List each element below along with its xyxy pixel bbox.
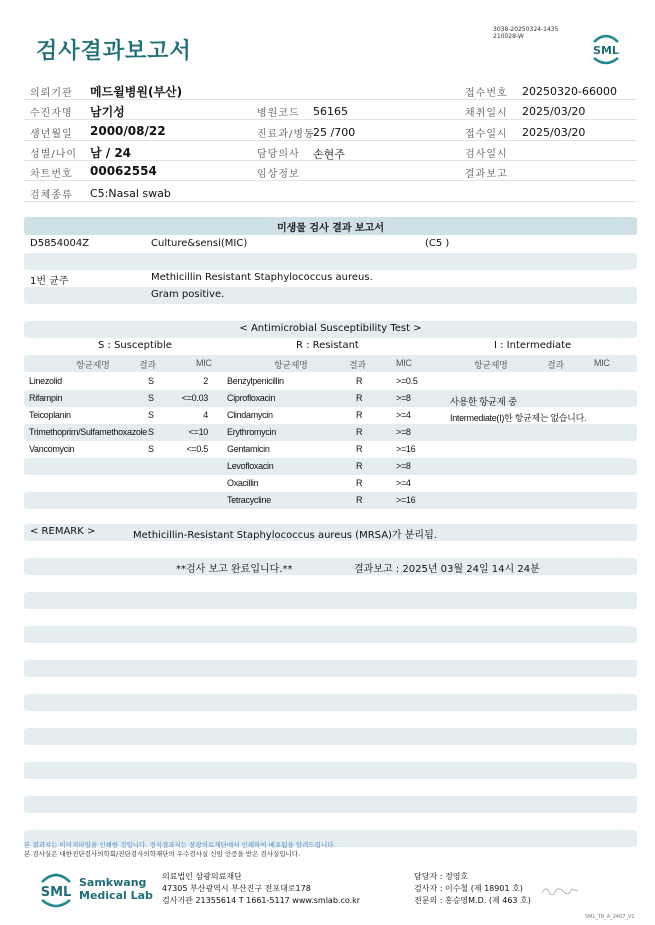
- field-label: 채취일시: [465, 108, 508, 120]
- field-value: 2000/08/22: [90, 123, 166, 138]
- field-label: 담당의사: [257, 148, 300, 160]
- drug-name: Benzylpenicillin: [227, 375, 284, 386]
- drug-name: Gentamicin: [227, 443, 270, 454]
- ast-row: [24, 390, 637, 407]
- patient-row: [24, 141, 637, 161]
- drug-name: Levofloxacin: [227, 460, 274, 471]
- field-label: 검사일시: [465, 148, 508, 160]
- patient-row: [24, 100, 637, 120]
- mic: >=4: [396, 477, 411, 488]
- field-label: 접수일시: [465, 128, 508, 140]
- empty-row: [24, 253, 637, 270]
- mic: >=8: [396, 426, 411, 437]
- micro-section-header: 미생물 검사 결과 보고서: [24, 217, 637, 235]
- drug-name: Tetracycline: [227, 494, 271, 505]
- patient-row: [24, 182, 637, 202]
- lab-name: Samkwang Medical Lab: [79, 876, 153, 902]
- image-print-notice: 본 결과지는 이미지파일을 인쇄한 것입니다. 정식결과지는 삼광의료재단에서 인쇄하여 배포됨을 알려드립니다.: [24, 841, 336, 849]
- gram-row: Gram positive.: [24, 287, 637, 304]
- signature: [540, 880, 580, 890]
- field-label: 병원코드: [257, 108, 300, 120]
- intermediate-note-2: Intermediate(I)한 항균제는 없습니다.: [450, 413, 587, 423]
- field-value: C5:Nasal swab: [90, 186, 171, 200]
- drug-name: Ciprofloxacin: [227, 392, 276, 403]
- svg-text:SML: SML: [40, 885, 72, 900]
- field-value: 2025/03/20: [522, 105, 586, 119]
- field-label: 의뢰기관: [30, 88, 73, 99]
- intermediate-note-1: 사용한 항균제 중: [450, 397, 517, 408]
- ast-row: [24, 373, 637, 390]
- mic: >=8: [396, 460, 411, 471]
- result: R: [356, 460, 363, 471]
- ast-column-headers: 항균제명 결과 MIC 항균제명 결과 MIC 항균제명 결과 MIC: [24, 355, 637, 372]
- completion-row: **검사 보고 완료입니다.** 결과보고 : 2025년 03월 24일 14시 24분: [24, 558, 637, 575]
- drug-name: Erythromycin: [227, 426, 276, 437]
- mic: >=4: [396, 409, 411, 420]
- drug-name: Vancomycin: [29, 443, 75, 454]
- empty-row: [24, 694, 637, 711]
- lab-info: 의료법인 삼광의료재단 47305 부산광역시 부산진구 전포대로178 검사기관 21355614 T 1661-5117 www.smlab.co.kr: [162, 872, 361, 905]
- field-value: 2025/03/20: [522, 125, 586, 139]
- field-value: 25 /700: [313, 125, 356, 139]
- result: S: [148, 443, 154, 454]
- certification-notice: 본 검사실은 대한진단검사의학회/진단검사의학재단의 우수검사실 신임 인증을 받은 검사실입니다.: [24, 850, 301, 858]
- empty-row: [24, 728, 637, 745]
- result: R: [356, 409, 363, 420]
- field-label: 생년월일: [30, 128, 73, 140]
- field-label: 진료과/병동: [257, 128, 315, 140]
- mic: <=0.5: [186, 443, 208, 454]
- drug-name: Linezolid: [29, 375, 62, 386]
- field-value: 손현주: [313, 147, 345, 161]
- result: R: [356, 443, 363, 454]
- mic: >=8: [396, 392, 411, 403]
- mic: >=16: [396, 443, 416, 454]
- drug-name: Teicoplanin: [29, 409, 71, 420]
- ast-row: [24, 475, 637, 492]
- sml-footer-logo: [36, 870, 76, 910]
- result: R: [356, 392, 363, 403]
- field-label: 차트번호: [30, 169, 73, 181]
- field-value: 00062554: [90, 164, 157, 179]
- field-label: 결과보고: [465, 169, 508, 181]
- doc-code: 3038-20250324-1435 210028-W: [493, 26, 559, 40]
- field-label: 임상정보: [257, 169, 300, 181]
- report-title: 검사결과보고서: [36, 39, 192, 64]
- empty-row: [24, 796, 637, 813]
- drug-name: Clindamycin: [227, 409, 273, 420]
- result: R: [356, 477, 363, 488]
- drug-name: Trimethoprim/Sulfamethoxazole: [29, 426, 148, 437]
- form-code: SML_TR_A_2407_V1: [585, 914, 635, 920]
- field-value: 메드윌병원(부산): [90, 85, 183, 99]
- patient-row: [24, 80, 637, 100]
- patient-row: [24, 121, 637, 141]
- mic: >=16: [396, 494, 416, 505]
- result: R: [356, 426, 363, 437]
- empty-row: [24, 592, 637, 609]
- field-label: 성별/나이: [30, 148, 78, 160]
- ast-legend-row: S : Susceptible R : Resistant I : Intermediate: [98, 340, 572, 351]
- result: S: [148, 426, 154, 437]
- ast-title-row: < Antimicrobial Susceptibility Test >: [24, 321, 637, 338]
- mic: 4: [203, 409, 208, 420]
- mic: <=10: [188, 426, 208, 437]
- patient-row: [24, 161, 637, 181]
- field-label: 검체종류: [30, 189, 73, 201]
- drug-name: Rifampin: [29, 392, 63, 403]
- ast-row: [24, 492, 637, 509]
- ast-row: [24, 458, 637, 475]
- field-label: 수진자명: [30, 108, 73, 120]
- svg-text:SML: SML: [593, 44, 619, 57]
- mic: <=0.03: [181, 392, 208, 403]
- empty-row: [24, 626, 637, 643]
- result: S: [148, 409, 154, 420]
- ast-row: [24, 441, 637, 458]
- empty-row: [24, 660, 637, 677]
- field-value: 20250320-66000: [522, 85, 617, 98]
- remark-row: < REMARK > Methicillin-Resistant Staphylococcus aureus (MRSA)가 분리됨.: [24, 524, 637, 541]
- drug-name: Oxacillin: [227, 477, 259, 488]
- sml-logo: [588, 32, 624, 66]
- test-row: D5854004Z Culture&sensi(MIC) (C5 ): [30, 238, 450, 249]
- result: S: [148, 375, 154, 386]
- result: R: [356, 494, 363, 505]
- ast-row: [24, 424, 637, 441]
- empty-row: [24, 762, 637, 779]
- staff-info: 담당자 : 정영호 검사자 : 이수철 (제 18901 호) 전문의 : 홍승영M.D. (제 463 호): [414, 872, 531, 905]
- field-value: 남기성: [90, 105, 125, 120]
- result: R: [356, 375, 363, 386]
- organism-row: 1번 균주 Methicillin Resistant Staphylococcus aureus.: [30, 272, 373, 287]
- field-label: 접수번호: [465, 88, 508, 99]
- field-value: 56165: [313, 105, 348, 119]
- field-value: 남 / 24: [90, 145, 132, 160]
- mic: >=0.5: [396, 375, 418, 386]
- mic: 2: [203, 375, 208, 386]
- result: S: [148, 392, 154, 403]
